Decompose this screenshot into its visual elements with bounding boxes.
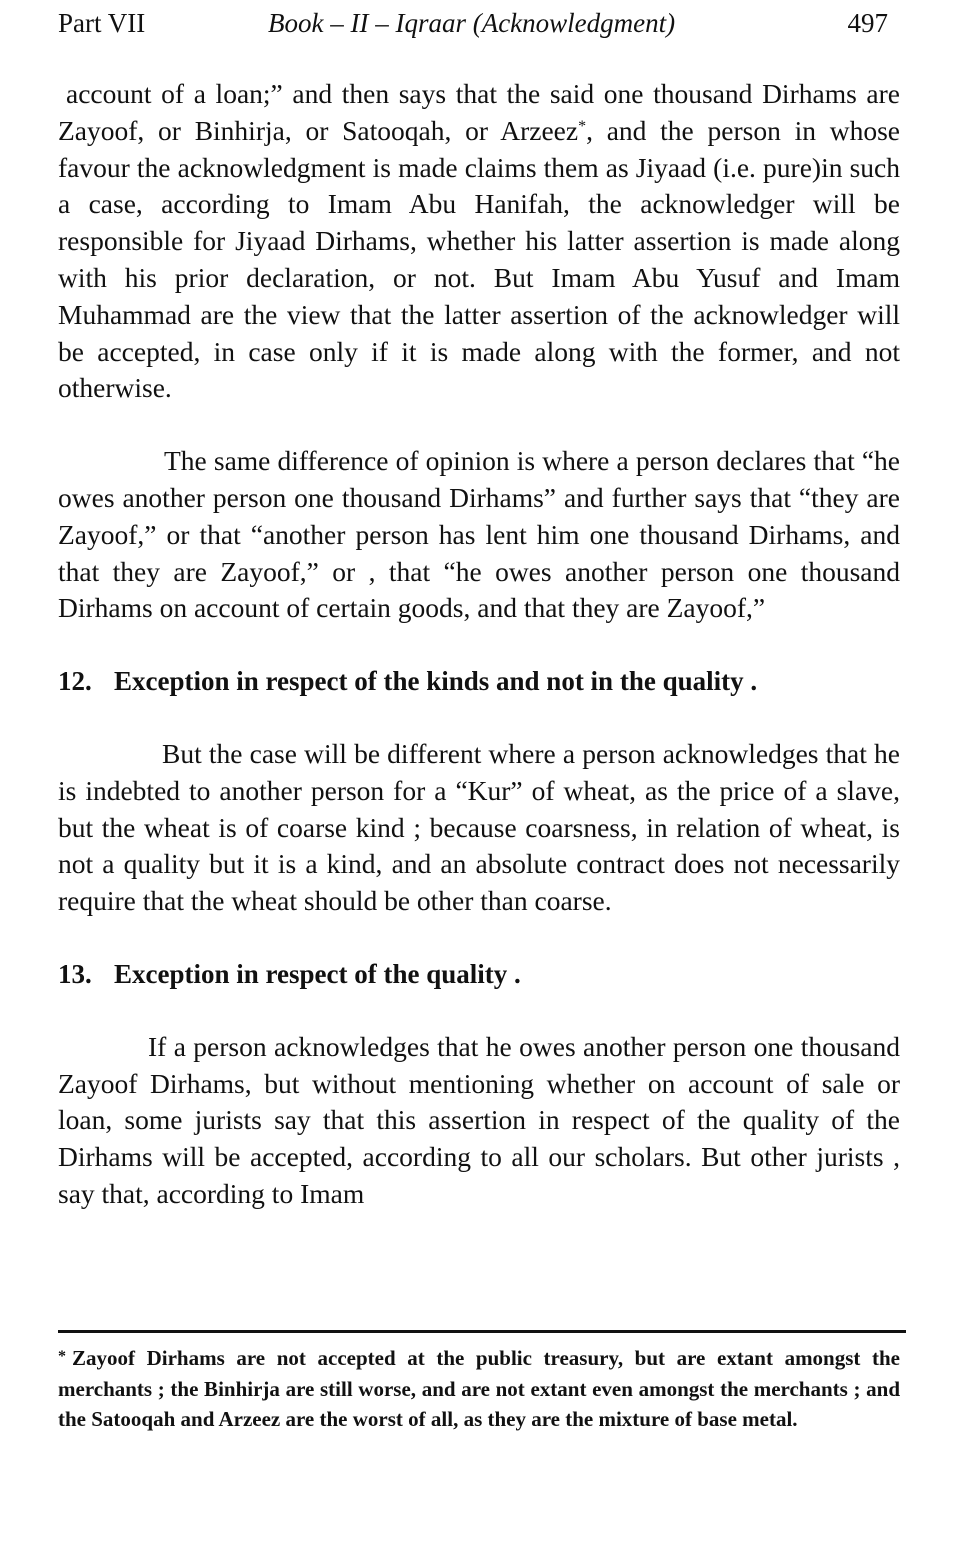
paragraph-2: The same difference of opinion is where a person declares that “he owes another person one thousand Dirhams” and further says that “they are Zayoof,” or that “another person has lent him one thousand Dirhams, and that they are Zayoof,” or , that “he owes another person one thousand Dirhams on account of certain goods, and that they are Zayoof,” [58, 445, 900, 624]
footnote-text: Zayoof Dirhams are not accepted at the public treasury, but are extant amongst the merchants ; the Binhirja are still worse, and are not extant even amongst the merchants ; and the Satooqah and Arzeez are the worst of all, as they are the mixture of base metal. [58, 1346, 900, 1431]
footnote-reference: * [578, 117, 587, 135]
running-head [58, 6, 900, 40]
section-title: Exception in respect of the kinds and not in the quality . [114, 666, 758, 697]
page-number: 497 [847, 8, 888, 38]
document-page [58, 0, 900, 1550]
footnote [58, 1342, 900, 1435]
book-title: Book – II – Iqraar (Acknowledgment) [268, 8, 676, 38]
paragraph-1-text-a: account of a loan;” and then says that the said one thousand Dirhams are Zayoof, or Binhirja, or Satooqah, or Arzeez [58, 78, 900, 146]
section-heading-12 [58, 663, 900, 700]
footnote-divider [58, 1330, 906, 1333]
section-title: Exception in respect of the quality . [114, 958, 521, 989]
footnote-mark: * [58, 1348, 66, 1365]
paragraph-3: But the case will be different where a person acknowledges that he is indebted to another person for a “Kur” of wheat, as the price of a slave, but the wheat is of coarse kind ; because coarsness, in relation of wheat, is not a quality but it is a kind, and an absolute contract does not necessarily require that the wheat should be other than coarse. [58, 737, 900, 917]
section-number: 13. [58, 958, 92, 989]
body-text [58, 76, 900, 1213]
paragraph-4: If a person acknowledges that he owes another person one thousand Zayoof Dirhams, but without mentioning whether on account of sale or loan, some jurists say that this assertion in respect of the quality of the Dirhams will be accepted, according to all our scholars. But other jurists , say that, according to Imam [58, 1030, 900, 1209]
section-number: 12. [58, 666, 92, 697]
part-label: Part VII [58, 8, 146, 38]
paragraph-1-text-b: , and the person in whose favour the acknowledgment is made claims them as Jiyaad (i.e. pure)in such a case, according to Imam Abu Hanifah, the acknowledger will be responsible for Jiyaad Dirhams, whether his latter assertion is made along with his prior declaration, or not. But Imam Abu Yusuf and Imam Muhammad are the view that the latter assertion of the acknowledger will be accepted, in case only if it is made along with the former, and not otherwise. [58, 114, 900, 404]
paragraph-1 [58, 76, 900, 407]
section-heading-13 [58, 956, 900, 993]
